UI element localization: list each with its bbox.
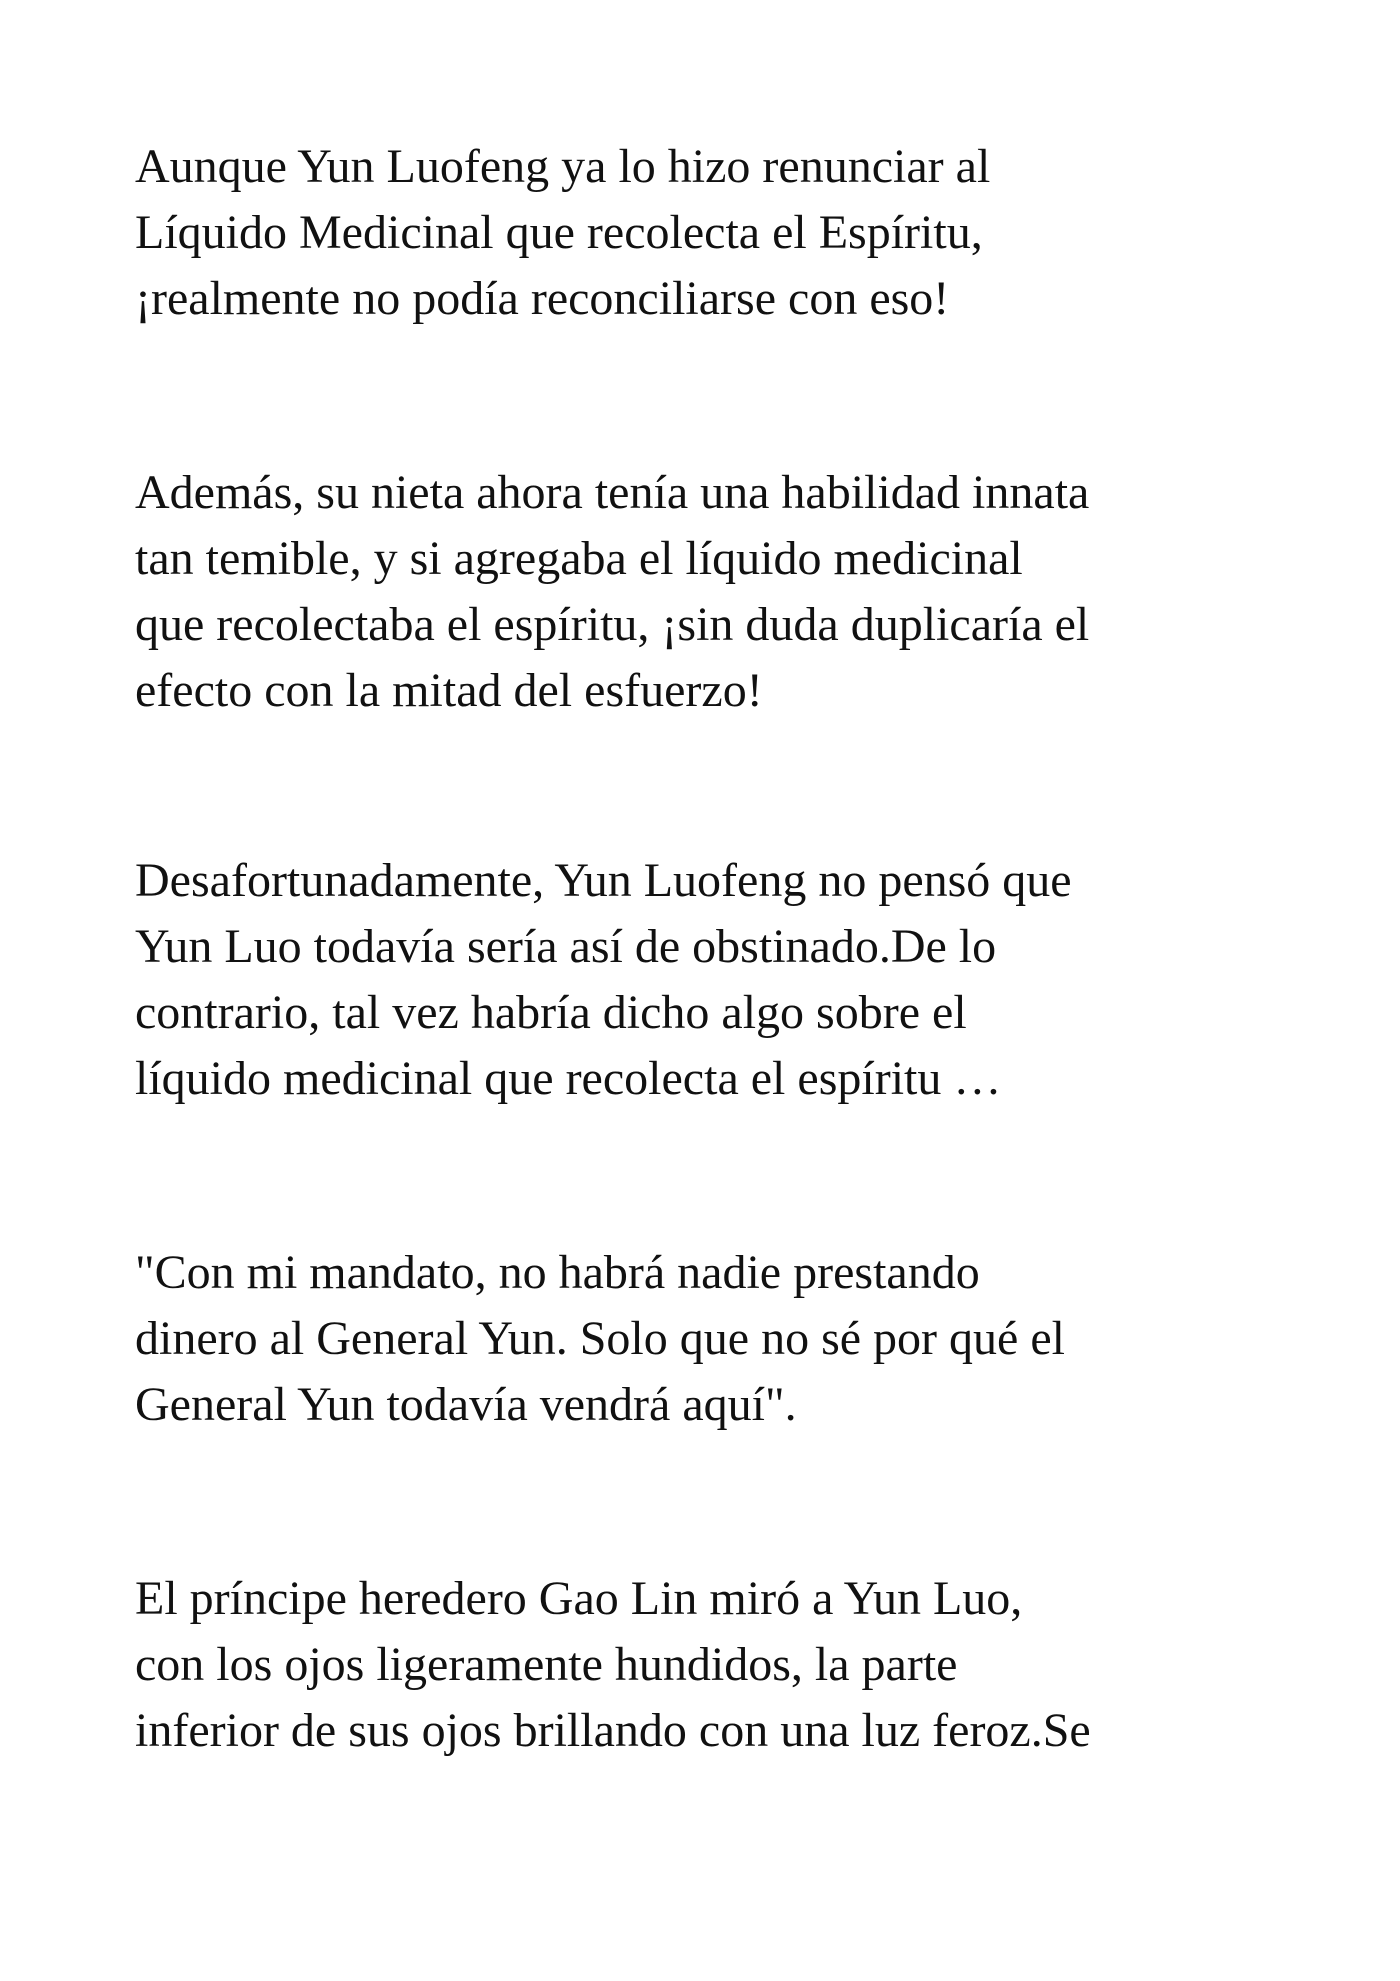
text-line: Aunque Yun Luofeng ya lo hizo renunciar al	[135, 140, 991, 193]
text-line: General Yun todavía vendrá aquí".	[135, 1378, 797, 1431]
text-line: Además, su nieta ahora tenía una habilidad innata	[135, 466, 1090, 519]
paragraph-1	[135, 134, 1365, 332]
text-line: líquido medicinal que recolecta el espíritu …	[135, 1052, 1002, 1105]
text-line: inferior de sus ojos brillando con una luz feroz.Se	[135, 1704, 1091, 1757]
paragraph-5	[135, 1566, 1365, 1764]
paragraph-3	[135, 848, 1365, 1112]
paragraph-4	[135, 1240, 1365, 1438]
text-line: "Con mi mandato, no habrá nadie prestando	[135, 1246, 980, 1299]
text-line: El príncipe heredero Gao Lin miró a Yun Luo,	[135, 1572, 1023, 1625]
text-line: dinero al General Yun. Solo que no sé por qué el	[135, 1312, 1065, 1365]
text-line: Desafortunadamente, Yun Luofeng no pensó que	[135, 854, 1072, 907]
text-line: Yun Luo todavía sería así de obstinado.De lo	[135, 920, 997, 973]
text-line: con los ojos ligeramente hundidos, la parte	[135, 1638, 958, 1691]
text-line: tan temible, y si agregaba el líquido medicinal	[135, 532, 1023, 585]
text-line: contrario, tal vez habría dicho algo sobre el	[135, 986, 967, 1039]
paragraph-2	[135, 460, 1365, 724]
text-line: Líquido Medicinal que recolecta el Espíritu,	[135, 206, 983, 259]
text-line: efecto con la mitad del esfuerzo!	[135, 664, 763, 717]
text-line: que recolectaba el espíritu, ¡sin duda duplicaría el	[135, 598, 1090, 651]
text-line: ¡realmente no podía reconciliarse con eso!	[135, 272, 950, 325]
